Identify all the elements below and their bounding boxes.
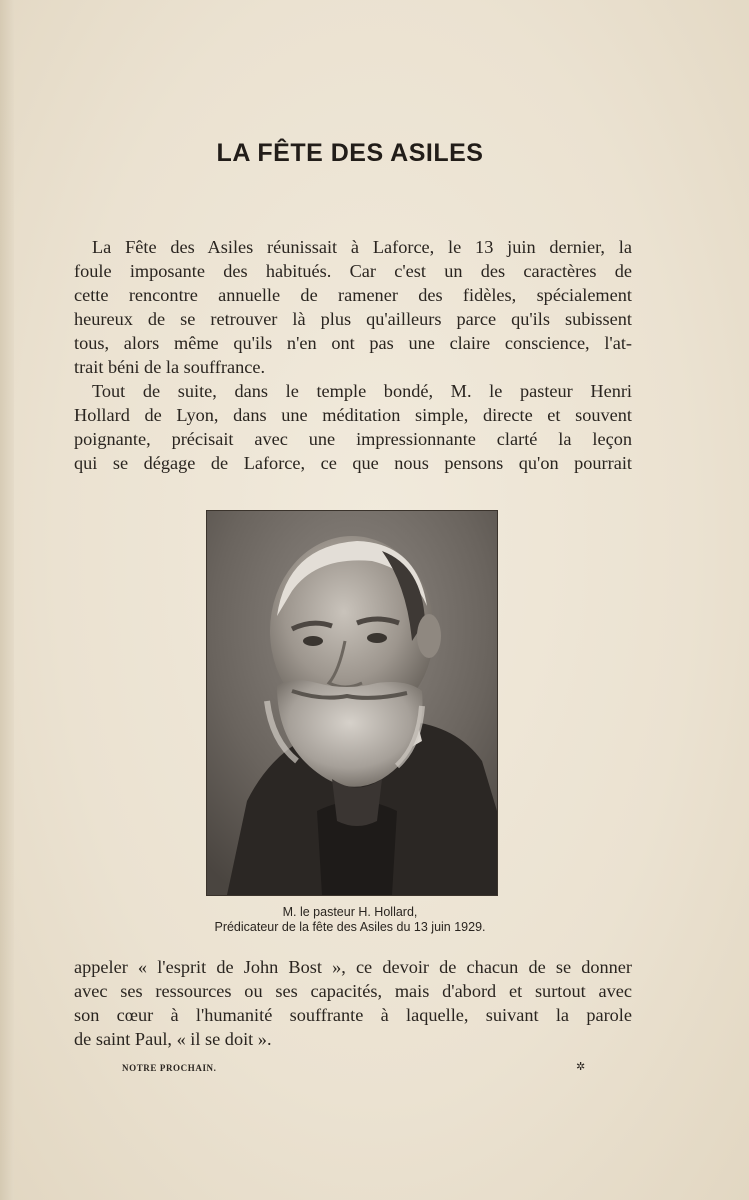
text-line: appeler « l'esprit de John Bost », ce devoir de chacun de se donner [74, 957, 632, 977]
footer-mark: ✲ [576, 1061, 586, 1073]
paragraph-3 [74, 955, 632, 1051]
paragraph-2 [74, 379, 632, 475]
text-line: poignante, précisait avec une impressionnante clarté la leçon [74, 429, 632, 449]
text-line: qui se dégage de Laforce, ce que nous pensons qu'on pourrait [74, 453, 632, 473]
portrait-photo [206, 510, 498, 896]
text-line: Tout de suite, dans le temple bondé, M. le pasteur Henri [92, 381, 632, 401]
article-title: LA FÊTE DES ASILES [216, 139, 484, 167]
footer-signature: NOTRE PROCHAIN. [122, 1063, 217, 1073]
text-line: cette rencontre annuelle de ramener des fidèles, spécialement [74, 285, 632, 305]
paragraph-1 [74, 235, 632, 379]
text-line: Hollard de Lyon, dans une méditation simple, directe et souvent [74, 405, 632, 425]
text-line: avec ses ressources ou ses capacités, mais d'abord et surtout avec [74, 981, 632, 1001]
text-line: foule imposante des habitués. Car c'est un des caractères de [74, 261, 632, 281]
text-line: heureux de se retrouver là plus qu'ailleurs parce qu'ils subissent [74, 309, 632, 329]
photo-caption-line2: Prédicateur de la fête des Asiles du 13 juin 1929. [214, 920, 486, 934]
text-line: de saint Paul, « il se doit ». [74, 1029, 272, 1049]
text-line: tous, alors même qu'ils n'en ont pas une claire conscience, l'at- [74, 333, 632, 353]
text-line: son cœur à l'humanité souffrante à laquelle, suivant la parole [74, 1005, 632, 1025]
text-line: trait béni de la souffrance. [74, 357, 266, 377]
text-line: La Fête des Asiles réunissait à Laforce, le 13 juin dernier, la [92, 237, 632, 257]
page-edge-shadow [0, 0, 14, 1200]
photo-caption-line1: M. le pasteur H. Hollard, [282, 905, 418, 919]
